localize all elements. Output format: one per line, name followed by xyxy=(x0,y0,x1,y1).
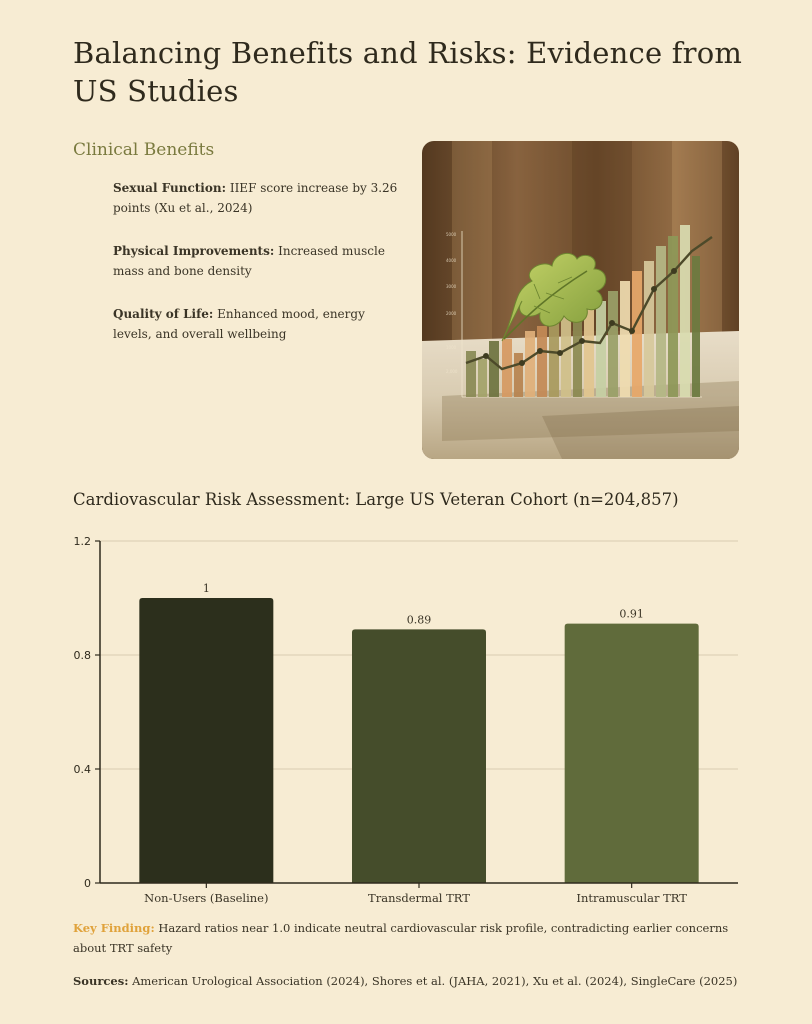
sources xyxy=(73,971,753,991)
photo-axis-tick: 2000 xyxy=(446,311,457,316)
chart-bar xyxy=(565,624,699,883)
benefit-label: Physical Improvements: xyxy=(113,244,275,258)
key-finding-label: Key Finding: xyxy=(73,921,155,935)
key-finding xyxy=(73,918,743,958)
chart-bar xyxy=(352,629,486,883)
page-title: Balancing Benefits and Risks: Evidence from US Studies xyxy=(73,36,743,108)
photo-axis-tick: 4000 xyxy=(446,258,457,263)
benefit-text: Enhanced mood, energy levels, and overall wellbeing xyxy=(113,307,365,341)
benefit-text: Increased muscle mass and bone density xyxy=(113,244,385,278)
key-finding-text: Hazard ratios near 1.0 indicate neutral cardiovascular risk profile, contradicting earlier concerns about TRT safety xyxy=(73,921,729,955)
bar-value-label: 1 xyxy=(202,582,210,595)
benefit-label: Sexual Function: xyxy=(113,181,227,195)
sources-text: American Urological Association (2024), Shores et al. (JAHA, 2021), Xu et al. (2024), SingleCare (2025) xyxy=(128,974,738,988)
bar-value-label: 0.91 xyxy=(619,607,644,621)
benefit-label: Quality of Life: xyxy=(113,307,214,321)
chart-title: Cardiovascular Risk Assessment: Large US Veteran Cohort (n=204,857) xyxy=(73,490,679,509)
sources-label: Sources: xyxy=(73,974,129,988)
chart-bars xyxy=(139,598,698,883)
y-tick-label: 1.2 xyxy=(73,535,91,548)
photo-axis-tick: 5000 xyxy=(446,232,457,237)
y-tick-label: 0.4 xyxy=(73,763,91,776)
x-category-label: Intramuscular TRT xyxy=(576,891,687,905)
x-category-label: Transdermal TRT xyxy=(368,891,470,905)
photo-axis-tick: 2,000 xyxy=(446,369,458,374)
benefit-text: IIEF score increase by 3.26 points (Xu et al., 2024) xyxy=(113,181,398,215)
y-tick-label: 0 xyxy=(84,877,91,890)
chart-bar xyxy=(139,598,273,883)
photo-axis-tick: 3000 xyxy=(446,284,457,289)
clinical-benefits-heading: Clinical Benefits xyxy=(73,140,215,160)
photo-axis-tick: 1000 xyxy=(446,345,457,350)
x-category-label: Non-Users (Baseline) xyxy=(144,891,269,905)
y-tick-label: 0.8 xyxy=(73,649,91,662)
bar-value-label: 0.89 xyxy=(406,613,432,627)
